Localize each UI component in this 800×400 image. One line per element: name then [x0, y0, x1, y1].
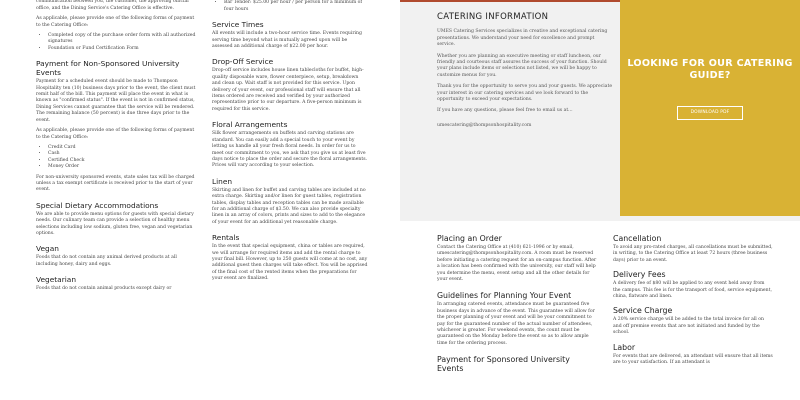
info-paragraph: UMES Catering Services specializes in creative and exceptional catering presentations. We understand your need for excellence and prompt service. [437, 29, 608, 48]
fees-column [613, 226, 773, 370]
payment-policy-column [36, 0, 196, 297]
list-item: • Completed copy of the purchase order form with all authorized signatures [48, 33, 196, 46]
promo-heading: LOOKING FOR OUR CATERING GUIDE? [627, 58, 793, 81]
delivery-fees-text: A delivery fee of $80 will be applied to any event held away from the campus. This fee is for the transport of food, service equipment, china, flatware and linen. [613, 281, 772, 300]
sponsored-payment-heading: Payment for Sponsored University Events [437, 355, 570, 374]
cancellation-heading: Cancellation [613, 234, 662, 243]
placing-order-text: Contact the Catering Office at (410) 621-1996 or by email, umescatering@thompsonhospitality.com. A room must be reserved before initiating a catering request for an on-campus function. After a location has been confirmed with the university, our staff will help you determine the menu, event setup and all the other details for your event. [437, 245, 597, 283]
info-paragraph: If you have any questions, please feel free to email us at... [437, 108, 573, 114]
rentals-text: In the event that special equipment, china or tables are required, we will arrange for required items and add the rental charge to your final bill. However, up to 250 guests will come at no cost, any additional guest then charges will take effect. You will be apprised of the final cost of the rented items when the preparations for your event are finalized. [212, 244, 368, 282]
list-item: • Certified Check [48, 158, 196, 164]
payment-methods-intro: As applicable, please provide one of the following forms of payment to the Catering Office: [36, 128, 195, 140]
info-paragraph: Whether you are planning an executive meeting or staff luncheon, our friendly and courteous staff assures the success of your function. Should your plans include items or selections not listed, we will be happy to customize menus for you. [437, 53, 607, 78]
vegetarian-text: Foods that do not contain animal products except dairy or [36, 286, 172, 292]
intro-text: communication between you, the customer, the approving official office, and the Dining Service's Catering Office is effective. [36, 0, 189, 11]
rentals-heading: Rentals [212, 233, 240, 243]
vegan-heading: Vegan [36, 244, 59, 254]
dropoff-heading: Drop-Off Service [212, 57, 274, 67]
service-charge-heading: Service Charge [613, 306, 673, 316]
service-times-text: All events will include a two-hour service time. Events requiring serving time beyond what is mutually agreed upon will be assessed an additional charge of $22.00 per hour. [212, 31, 362, 50]
list-item: • Bar Tender: $25.00 per hour / per person for a minimum of four hours [224, 0, 368, 13]
info-paragraph: Thank you for the opportunity to serve you and your guests. We appreciate your interest in our catering services and we look forward to the opportunity to exceed your expectations. [437, 84, 613, 103]
staff-rates-list [212, 0, 368, 13]
list-item: • Cash [48, 151, 196, 157]
floral-heading: Floral Arrangements [212, 120, 288, 130]
catering-guide-promo [620, 0, 800, 216]
labor-heading: Labor [613, 342, 636, 352]
sales-tax-text: For non-university sponsored events, state sales tax will be charged unless a tax exempt certificate is received prior to the start of your event. [36, 174, 195, 193]
vegan-text: Foods that do not contain any animal derived products at all including honey, dairy and eggs. [36, 255, 177, 267]
floral-text: Silk flower arrangements on buffets and carving stations are standard. You can easily add a special touch to your event by letting us handle all your fresh floral needs. In order for us to meet our commitment to you, we ask that you give us at least five days notice to place the order and secure the floral arrangements. Prices will vary according to your selection. [212, 131, 368, 169]
cancellation-text: To avoid any pro-rated charges, all cancellations must be submitted, in writing, to the Catering Office at least 72 hours (three business days) prior to an event. [613, 245, 773, 263]
linen-heading: Linen [212, 176, 233, 186]
special-diet-heading: Special Dietary Accommodations [36, 200, 159, 210]
payment-methods-list [36, 145, 196, 171]
linen-text: Skirting and linen for buffet and carving tables are included at no extra charge. Skirting and/or linen for guest tables, registration tables, display tables and reception tables can be made available for an additional charge of $3.50. We can also provide specialty linen in an array of colors, prints and sizes to add to the elegance of your event for an additional yet reasonable charge. [212, 187, 366, 225]
list-item: • Foundation or Fund Certification Form [48, 46, 196, 52]
list-item: • Credit Card [48, 145, 196, 151]
payment-forms-intro: As applicable, please provide one of the following forms of payment to the Catering Office: [36, 16, 195, 28]
labor-text: For events that are delivered, an attendant will ensure that all items are to your satisfaction. If an attendant is [613, 353, 773, 366]
catering-info [437, 14, 613, 134]
guidelines-heading: Guidelines for Planning Your Event [437, 291, 572, 301]
non-sponsored-text: Payment for a scheduled event should be made to Thompson Hospitality ten (10) business days prior to the event, the client must remit half of the bill. This payment will place the event in what is known as "confirmed status". If the event is not in confirmed status, Dining Services cannot guarantee that the service will be rendered. The remaining balance (50 percent) is due three days prior to the event. [36, 79, 196, 123]
download-pdf-button[interactable]: DOWNLOAD PDF [677, 106, 743, 120]
delivery-fees-heading: Delivery Fees [613, 270, 666, 280]
payment-forms-list [36, 33, 196, 52]
dropoff-text: Drop-off service includes house linen tablecloths for buffet, high-quality disposable ware, flower centerpiece, setup, breakdown and clean up. Wait staff is not provided for this service. Upon delivery of your event, our professional staff will ensure that all items ordered are received and verified by your authorized representative prior to our departure. A five-person minimum is required for this service. [212, 68, 364, 112]
catering-info-title: CATERING INFORMATION [437, 12, 549, 22]
service-details-column [212, 0, 368, 287]
vegetarian-heading: Vegetarian [36, 275, 76, 285]
ordering-column [437, 226, 597, 375]
list-item: • Money Order [48, 164, 196, 170]
guidelines-text: In arranging catered events, attendance must be guaranteed five business days in advance of the event. This guarantee will allow for the proper planning of your event and will be your commitment to pay for the guaranteed number of the actual number of attendees, whichever is greater. For weekend events, the count must be guaranteed on the Monday before the event so as to allow ample time for the ordering process. [437, 302, 595, 346]
placing-order-heading: Placing an Order [437, 234, 502, 243]
special-diet-text: We are able to provide menu options for guests with special dietary needs. Our culinary team can provide a selection of healthy menu selections including low sodium, gluten free, vegan and vegetarian options. [36, 211, 194, 236]
non-sponsored-heading: Payment for Non-Sponsored University Events [36, 59, 180, 78]
service-charge-text: A 20% service charge will be added to the total invoice for all on and off premise events that are not initiated and funded by the school. [613, 317, 764, 336]
service-times-heading: Service Times [212, 20, 264, 30]
catering-email-link[interactable]: umescatering@thompsonhospitality.com [437, 122, 532, 128]
